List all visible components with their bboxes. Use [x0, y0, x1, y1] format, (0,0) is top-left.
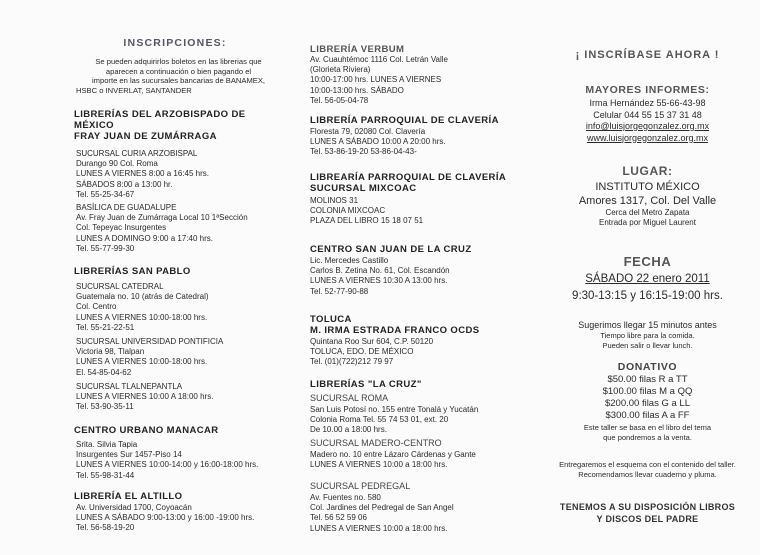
- scheme-note: [545, 460, 750, 479]
- donativo-heading: DONATIVO: [617, 361, 678, 373]
- store-line: Carlos B. Zetina No. 61, Col. Escandón: [310, 266, 450, 276]
- event-times: 9:30-13:15 y 16:15-19:00 hrs.: [572, 290, 723, 302]
- mixcoac-heading: [310, 172, 506, 194]
- intro-text: [76, 57, 281, 95]
- books-available-note: [545, 502, 750, 525]
- donation-row: $100.00 filas M a QQ: [602, 386, 693, 397]
- store-line: LUNES A VIERNES 10:00-18:00 hrs.: [76, 357, 208, 367]
- store-line: LUNES A VIERNES 10:00 a 18:00 hrs.: [310, 523, 448, 533]
- store-line: Col. Tepeyac Insurgentes: [76, 223, 167, 233]
- madero-title: SUCURSAL MADERO-CENTRO: [310, 438, 442, 448]
- manacar-heading: CENTRO URBANO MANACAR: [74, 425, 219, 436]
- store-line: Tel. 56-05-04-78: [310, 95, 369, 105]
- store-line: Durango 90 Col. Roma: [76, 159, 158, 169]
- venue-name: INSTITUTO MÉXICO: [595, 181, 700, 193]
- arzobispado-heading: [74, 109, 245, 142]
- store-line: LUNES A VIERNES 10:00 a 18:00 hrs.: [310, 460, 448, 470]
- contact-block: [545, 98, 750, 144]
- informes-heading: MAYORES INFORMES:: [585, 84, 710, 96]
- verbum-heading: LIBRERÍA VERBUM: [310, 44, 405, 55]
- store-line: SUCURSAL UNIVERSIDAD PONTIFICIA: [76, 337, 224, 346]
- store-line: Tel. (01)(722)212 79 97: [310, 357, 394, 367]
- store-line: LUNES A VIERNES 10:30 A 13:00 hrs.: [310, 276, 448, 286]
- store-line: San Luis Potosí no. 155 entre Tonalá y Yucatán: [310, 405, 479, 414]
- event-date: SÁBADO 22 enero 2011: [585, 273, 710, 285]
- venue-near: Cerca del Metro Zapata: [605, 208, 690, 217]
- store-toluca: [310, 337, 433, 368]
- store-line: Tel. 56 52 59 06: [310, 513, 367, 523]
- store-line: SÁBADOS 8:00 a 13:00 hr.: [76, 179, 173, 189]
- venue-block: [545, 180, 750, 228]
- intro-line: aparecen a continuación o bien pagando el: [105, 66, 252, 76]
- store-line: Tel. 56-58-19-20: [76, 523, 135, 533]
- website-link[interactable]: www.luisjorgegonzalez.org.mx: [586, 132, 709, 143]
- scheme-line: Entregaremos el esquema con el contenido del taller.: [559, 460, 736, 469]
- store-line: Tel. 55-77-99-30: [76, 243, 135, 253]
- store-manacar: [76, 440, 258, 481]
- store-curia: [76, 149, 209, 200]
- intro-line: Se pueden adquirirlos boletos en las librerias que: [95, 57, 262, 66]
- store-line: LUNES A VIERNES 10:00-18:00 hrs.: [76, 312, 208, 322]
- scheme-line: Recomendamos llevar cuaderno y pluma.: [578, 469, 717, 479]
- store-line: SUCURSAL TLALNEPANTLA: [76, 382, 183, 391]
- store-line: 10:00-13:00 hrs. SÁBADO: [310, 85, 404, 95]
- heading-line: LIBRERÍAS DEL ARZOBISPADO DE: [74, 109, 246, 120]
- store-pedregal: [310, 493, 454, 534]
- store-roma: [310, 405, 478, 436]
- store-line: Colonia Roma Tel. 55 74 53 01, ext. 20: [310, 415, 449, 425]
- store-line: Av. Fuentes no. 580: [310, 493, 381, 502]
- altillo-heading: LIBRERÍA EL ALTILLO: [74, 491, 183, 502]
- store-madero: [310, 450, 476, 470]
- store-mixcoac: [310, 196, 423, 227]
- store-line: Av. Cuauhtémoc 1116 Col. Letrán Valle: [310, 55, 449, 64]
- store-line: LUNES A DOMINGO 9:00 a 17:40 hrs.: [76, 233, 213, 243]
- store-line: BASÍLICA DE GUADALUPE: [76, 203, 177, 212]
- store-line: Tel. 55-21-22-51: [76, 322, 135, 332]
- store-line: Insurgentes Sur 1457-Piso 14: [76, 450, 182, 460]
- store-line: Srita. Silvia Tapia: [76, 440, 138, 449]
- store-line: COLONIA MIXCOAC: [310, 206, 386, 216]
- pedregal-title: SUCURSAL PEDREGAL: [310, 481, 411, 491]
- store-line: Tel. 55-98-31-44: [76, 470, 135, 480]
- book-note: [545, 423, 750, 442]
- claveria-heading: LIBRERÍA PARROQUIAL DE CLAVERÍA: [310, 115, 499, 126]
- roma-title: SUCURSAL ROMA: [310, 393, 389, 403]
- books-line: Y DISCOS DEL PADRE: [596, 513, 699, 524]
- store-line: LUNES A SÁBADO 9:00-13:00 y 16:00 -19:00 hrs.: [76, 513, 255, 523]
- store-line: Col. Centro: [76, 302, 117, 312]
- heading-line: M. IRMA ESTRADA FRANCO OCDS: [310, 325, 480, 336]
- store-line: De 10.00 a 18:00 hrs.: [310, 425, 387, 435]
- donation-row: $300.00 filas A a FF: [605, 410, 690, 421]
- heading-line: FRAY JUAN DE ZUMÁRRAGA: [74, 131, 217, 142]
- arrival-note: Sugerimos llegar 15 minutos antes: [578, 320, 717, 330]
- store-line: LUNES A VIERNES 8:00 a 16:45 hrs.: [76, 169, 209, 179]
- store-line: Floresta 79, 02080 Col. Clavería: [310, 127, 426, 136]
- lugar-heading: LUGAR:: [622, 164, 673, 178]
- store-line: Av. Universidad 1700, Coyoacán: [76, 503, 192, 512]
- donation-row: $50.00 filas R a TT: [607, 374, 688, 385]
- store-line: Madero no. 10 entre Lázaro Cárdenas y Gante: [310, 450, 476, 459]
- store-tlalnepantla: [76, 382, 213, 413]
- venue-entrance: Entrada por Miguel Laurent: [599, 218, 696, 227]
- book-note-line: Este taller se basa en el libro del tema: [583, 423, 712, 432]
- store-guadalupe: [76, 203, 248, 254]
- intro-line: HSBC o INVERLAT, SANTANDER: [76, 85, 192, 95]
- san-pablo-heading: LIBRERÍAS SAN PABLO: [74, 266, 191, 277]
- store-line: TOLUCA, EDO. DE MÉXICO: [310, 347, 414, 357]
- store-line: SUCURSAL CATEDRAL: [76, 282, 164, 291]
- fold-mark: [262, 350, 263, 351]
- store-catedral: [76, 282, 209, 333]
- store-line: Tel. 52-77-90-88: [310, 286, 369, 296]
- cta-heading: ¡ INSCRÍBASE AHORA !: [575, 49, 720, 61]
- store-verbum: [310, 55, 448, 106]
- store-line: LUNES A VIERNES 10:00 A 18:00 hrs.: [76, 392, 214, 402]
- store-san-juan: [310, 256, 450, 297]
- food-line: Pueden salir o llevar lunch.: [602, 340, 693, 350]
- store-line: (Glorieta Riviera): [310, 65, 371, 75]
- contact-name: Irma Hernández 55-66-43-98: [589, 98, 706, 108]
- venue-address: Amores 1317, Col. Del Valle: [578, 195, 717, 207]
- store-line: LUNES A SÁBADO 10:00 A 20:00 hrs.: [310, 137, 446, 147]
- contact-cellular: Celular 044 55 15 37 31 48: [593, 109, 702, 120]
- store-line: PLAZA DEL LIBRO 15 18 07 51: [310, 216, 424, 226]
- store-line: El. 54-85-04-62: [76, 367, 132, 377]
- store-line: Av. Fray Juan de Zumárraga Local 10 1ªSección: [76, 213, 248, 223]
- books-line: TENEMOS A SU DISPOSICIÓN LIBROS: [559, 502, 736, 512]
- inscripciones-title: INSCRIPCIONES:: [123, 37, 227, 49]
- toluca-heading: [310, 314, 479, 336]
- heading-line: TOLUCA: [310, 314, 352, 325]
- store-line: Victoria 98, Tlalpan: [76, 347, 145, 357]
- store-pontificia: [76, 337, 223, 378]
- store-line: Lic. Mercedes Castillo: [310, 256, 389, 265]
- store-claveria: [310, 127, 446, 158]
- store-line: Quintana Roo Sur 604, C.P. 50120: [310, 337, 434, 346]
- store-line: Guatemala no. 10 (atrás de Catedral): [76, 292, 209, 302]
- food-note: [545, 331, 750, 350]
- store-line: Tel. 55-25-34-67: [76, 189, 135, 199]
- san-juan-heading: CENTRO SAN JUAN DE LA CRUZ: [310, 244, 472, 255]
- donation-row: $200.00 filas G a LL: [604, 398, 691, 409]
- intro-line: importe en las sucursales bancarias de BANAMEX,: [91, 76, 266, 86]
- heading-line: MÉXICO: [74, 120, 114, 131]
- store-altillo: [76, 503, 254, 534]
- store-line: LUNES A VIERNES 10:00-14:00 y 16:00-18:00 hrs.: [76, 460, 259, 470]
- heading-line: LIBREARÍA PARROQUIAL DE CLAVERÍA: [310, 172, 507, 183]
- fecha-heading: FECHA: [623, 254, 672, 269]
- store-line: Tel. 53-86-19-20 53-86-04-43-: [310, 147, 417, 157]
- heading-line: SUCURSAL MIXCOAC: [310, 183, 417, 194]
- donation-list: [545, 374, 750, 422]
- store-line: 10:00-17:00 hrs. LUNES A VIERNES: [310, 75, 442, 85]
- la-cruz-heading: LIBRERÍAS "LA CRUZ": [310, 379, 422, 390]
- store-line: Col. Jardines del Pedregal de San Angel: [310, 503, 454, 513]
- food-line: Tiempo libre para la comida.: [600, 331, 695, 340]
- email-link[interactable]: info@luisjorgegonzalez.org.mx: [585, 121, 710, 131]
- store-line: MOLINOS 31: [310, 196, 359, 205]
- book-note-line: que pondremos a la venta.: [603, 432, 692, 442]
- store-line: Tel. 53-90-35-11: [76, 402, 134, 412]
- store-line: SUCURSAL CURIA ARZOBISPAL: [76, 149, 198, 158]
